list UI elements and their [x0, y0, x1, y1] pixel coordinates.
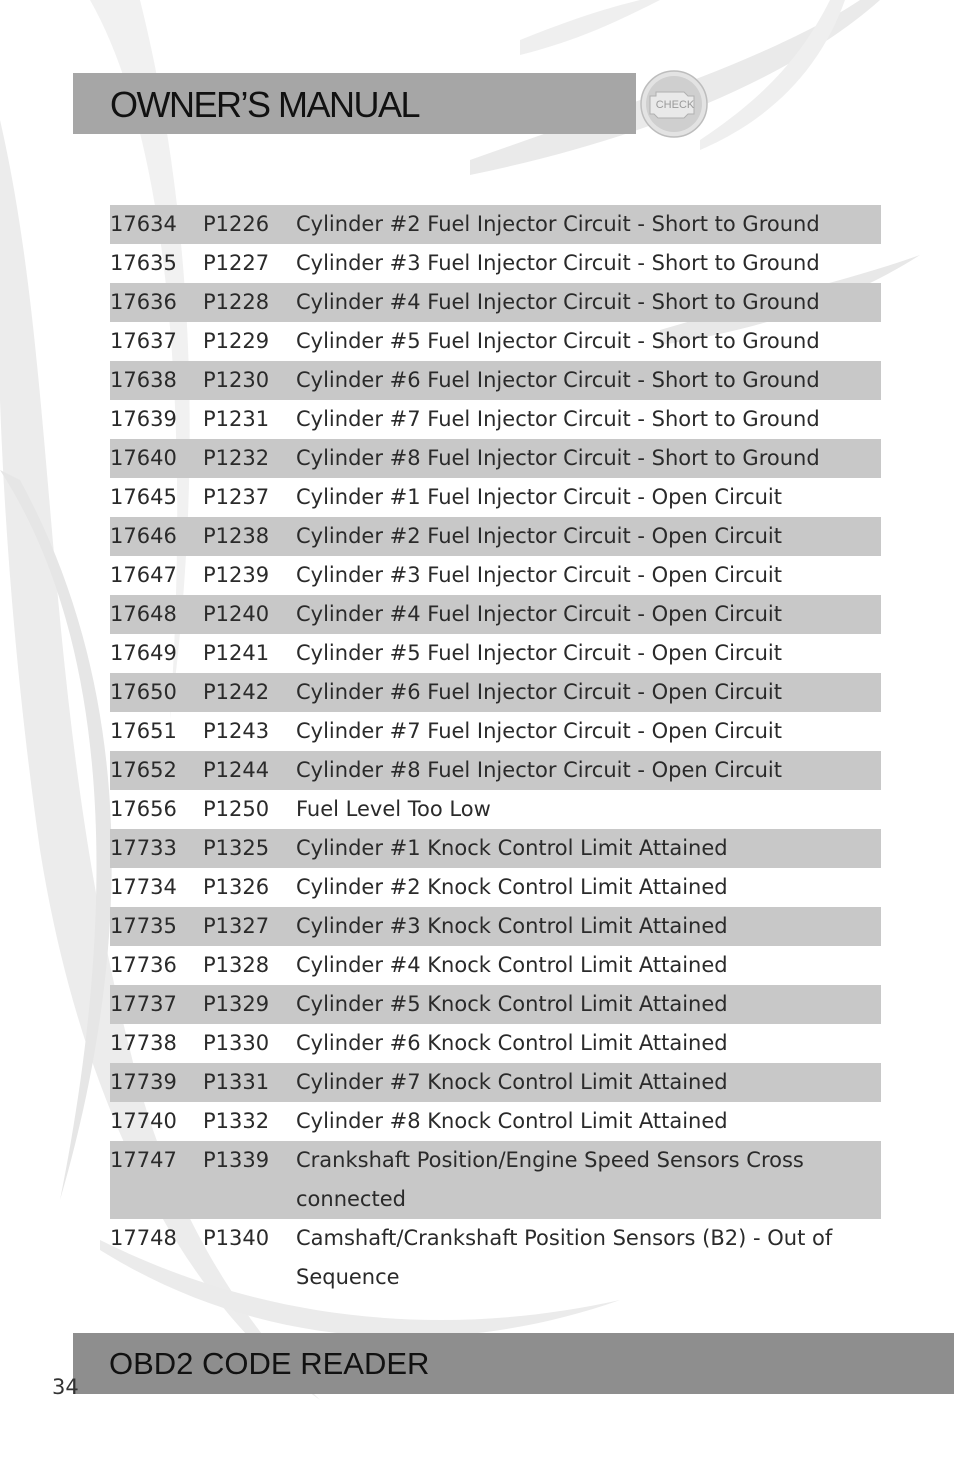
description-cell: Cylinder #2 Knock Control Limit Attained — [296, 875, 728, 899]
table-row — [110, 400, 881, 439]
description-cell: Cylinder #6 Fuel Injector Circuit - Open Circuit — [296, 680, 783, 704]
code-cell: 17638 — [110, 368, 177, 392]
table-row — [110, 244, 881, 283]
description-cell: Cylinder #1 Knock Control Limit Attained — [296, 836, 728, 860]
code-cell: 17734 — [110, 875, 177, 899]
description-cell: Cylinder #2 Fuel Injector Circuit - Short to Ground — [296, 212, 820, 236]
code-cell: 17640 — [110, 446, 177, 470]
table-row — [110, 1141, 881, 1219]
pcode-cell: P1237 — [203, 485, 270, 509]
description-cell: Cylinder #7 Fuel Injector Circuit - Open Circuit — [296, 719, 783, 743]
pcode-cell: P1242 — [203, 680, 270, 704]
code-cell: 17639 — [110, 407, 177, 431]
description-cell: Cylinder #8 Knock Control Limit Attained — [296, 1109, 728, 1133]
pcode-cell: P1244 — [203, 758, 270, 782]
description-cell: Cylinder #4 Fuel Injector Circuit - Open Circuit — [296, 602, 783, 626]
description-cell: Cylinder #3 Fuel Injector Circuit - Open Circuit — [296, 563, 783, 587]
code-cell: 17740 — [110, 1109, 177, 1133]
table-row — [110, 868, 881, 907]
pcode-cell: P1250 — [203, 797, 270, 821]
description-cell: Cylinder #4 Fuel Injector Circuit - Short to Ground — [296, 290, 820, 314]
code-cell: 17735 — [110, 914, 177, 938]
description-cell: Crankshaft Position/Engine Speed Sensors Cross connected — [296, 1148, 804, 1211]
description-cell: Cylinder #1 Fuel Injector Circuit - Open Circuit — [296, 485, 783, 509]
table-row — [110, 634, 881, 673]
description-cell: Camshaft/Crankshaft Position Sensors (B2) - Out of Sequence — [296, 1226, 833, 1289]
table-row — [110, 322, 881, 361]
description-cell: Cylinder #8 Fuel Injector Circuit - Short to Ground — [296, 446, 820, 470]
code-cell: 17739 — [110, 1070, 177, 1094]
description-cell: Cylinder #4 Knock Control Limit Attained — [296, 953, 728, 977]
code-cell: 17736 — [110, 953, 177, 977]
description-cell: Cylinder #7 Fuel Injector Circuit - Short to Ground — [296, 407, 820, 431]
code-cell: 17737 — [110, 992, 177, 1016]
pcode-cell: P1238 — [203, 524, 270, 548]
check-badge-text: CHECK — [655, 99, 695, 111]
table-row — [110, 595, 881, 634]
pcode-cell: P1231 — [203, 407, 270, 431]
code-cell: 17656 — [110, 797, 177, 821]
table-row — [110, 556, 881, 595]
pcode-cell: P1326 — [203, 875, 270, 899]
description-cell: Cylinder #5 Fuel Injector Circuit - Short to Ground — [296, 329, 820, 353]
pcode-cell: P1331 — [203, 1070, 270, 1094]
code-cell: 17645 — [110, 485, 177, 509]
table-row — [110, 829, 881, 868]
pcode-cell: P1339 — [203, 1148, 270, 1172]
pcode-cell: P1240 — [203, 602, 270, 626]
description-cell: Cylinder #3 Knock Control Limit Attained — [296, 914, 728, 938]
code-cell: 17747 — [110, 1148, 177, 1172]
pcode-cell: P1327 — [203, 914, 270, 938]
table-row — [110, 985, 881, 1024]
table-row — [110, 1102, 881, 1141]
pcode-cell: P1243 — [203, 719, 270, 743]
code-cell: 17651 — [110, 719, 177, 743]
code-cell: 17648 — [110, 602, 177, 626]
pcode-cell: P1328 — [203, 953, 270, 977]
code-cell: 17652 — [110, 758, 177, 782]
code-cell: 17637 — [110, 329, 177, 353]
code-cell: 17733 — [110, 836, 177, 860]
table-row — [110, 478, 881, 517]
pcode-cell: P1228 — [203, 290, 270, 314]
description-cell: Cylinder #8 Fuel Injector Circuit - Open Circuit — [296, 758, 783, 782]
table-row — [110, 517, 881, 556]
table-row — [110, 907, 881, 946]
description-cell: Cylinder #5 Fuel Injector Circuit - Open Circuit — [296, 641, 783, 665]
description-cell: Cylinder #7 Knock Control Limit Attained — [296, 1070, 728, 1094]
footer-bar — [73, 1333, 954, 1394]
code-cell: 17748 — [110, 1226, 177, 1250]
pcode-cell: P1227 — [203, 251, 270, 275]
page-number: 34 — [52, 1375, 79, 1399]
codes-table — [110, 205, 881, 1297]
table-row — [110, 712, 881, 751]
pcode-cell: P1232 — [203, 446, 270, 470]
table-row — [110, 673, 881, 712]
code-cell: 17650 — [110, 680, 177, 704]
table-row — [110, 751, 881, 790]
table-row — [110, 205, 881, 244]
code-cell: 17636 — [110, 290, 177, 314]
description-cell: Cylinder #3 Fuel Injector Circuit - Short to Ground — [296, 251, 820, 275]
description-cell: Fuel Level Too Low — [296, 797, 491, 821]
check-engine-icon — [640, 70, 708, 138]
code-cell: 17738 — [110, 1031, 177, 1055]
description-cell: Cylinder #2 Fuel Injector Circuit - Open Circuit — [296, 524, 783, 548]
pcode-cell: P1330 — [203, 1031, 270, 1055]
header-bar — [73, 73, 636, 134]
description-cell: Cylinder #5 Knock Control Limit Attained — [296, 992, 728, 1016]
pcode-cell: P1332 — [203, 1109, 270, 1133]
pcode-cell: P1226 — [203, 212, 270, 236]
code-cell: 17634 — [110, 212, 177, 236]
table-row — [110, 361, 881, 400]
pcode-cell: P1241 — [203, 641, 270, 665]
code-cell: 17646 — [110, 524, 177, 548]
table-row — [110, 1063, 881, 1102]
table-row — [110, 946, 881, 985]
description-cell: Cylinder #6 Knock Control Limit Attained — [296, 1031, 728, 1055]
pcode-cell: P1325 — [203, 836, 270, 860]
pcode-cell: P1229 — [203, 329, 270, 353]
table-row — [110, 790, 881, 829]
code-cell: 17647 — [110, 563, 177, 587]
table-row — [110, 1219, 881, 1297]
pcode-cell: P1340 — [203, 1226, 270, 1250]
pcode-cell: P1239 — [203, 563, 270, 587]
header-title: OWNER’S MANUAL — [110, 84, 420, 125]
code-cell: 17649 — [110, 641, 177, 665]
pcode-cell: P1329 — [203, 992, 270, 1016]
description-cell: Cylinder #6 Fuel Injector Circuit - Short to Ground — [296, 368, 820, 392]
table-row — [110, 1024, 881, 1063]
code-cell: 17635 — [110, 251, 177, 275]
pcode-cell: P1230 — [203, 368, 270, 392]
footer-title: OBD2 CODE READER — [109, 1346, 430, 1381]
table-row — [110, 439, 881, 478]
table-row — [110, 283, 881, 322]
